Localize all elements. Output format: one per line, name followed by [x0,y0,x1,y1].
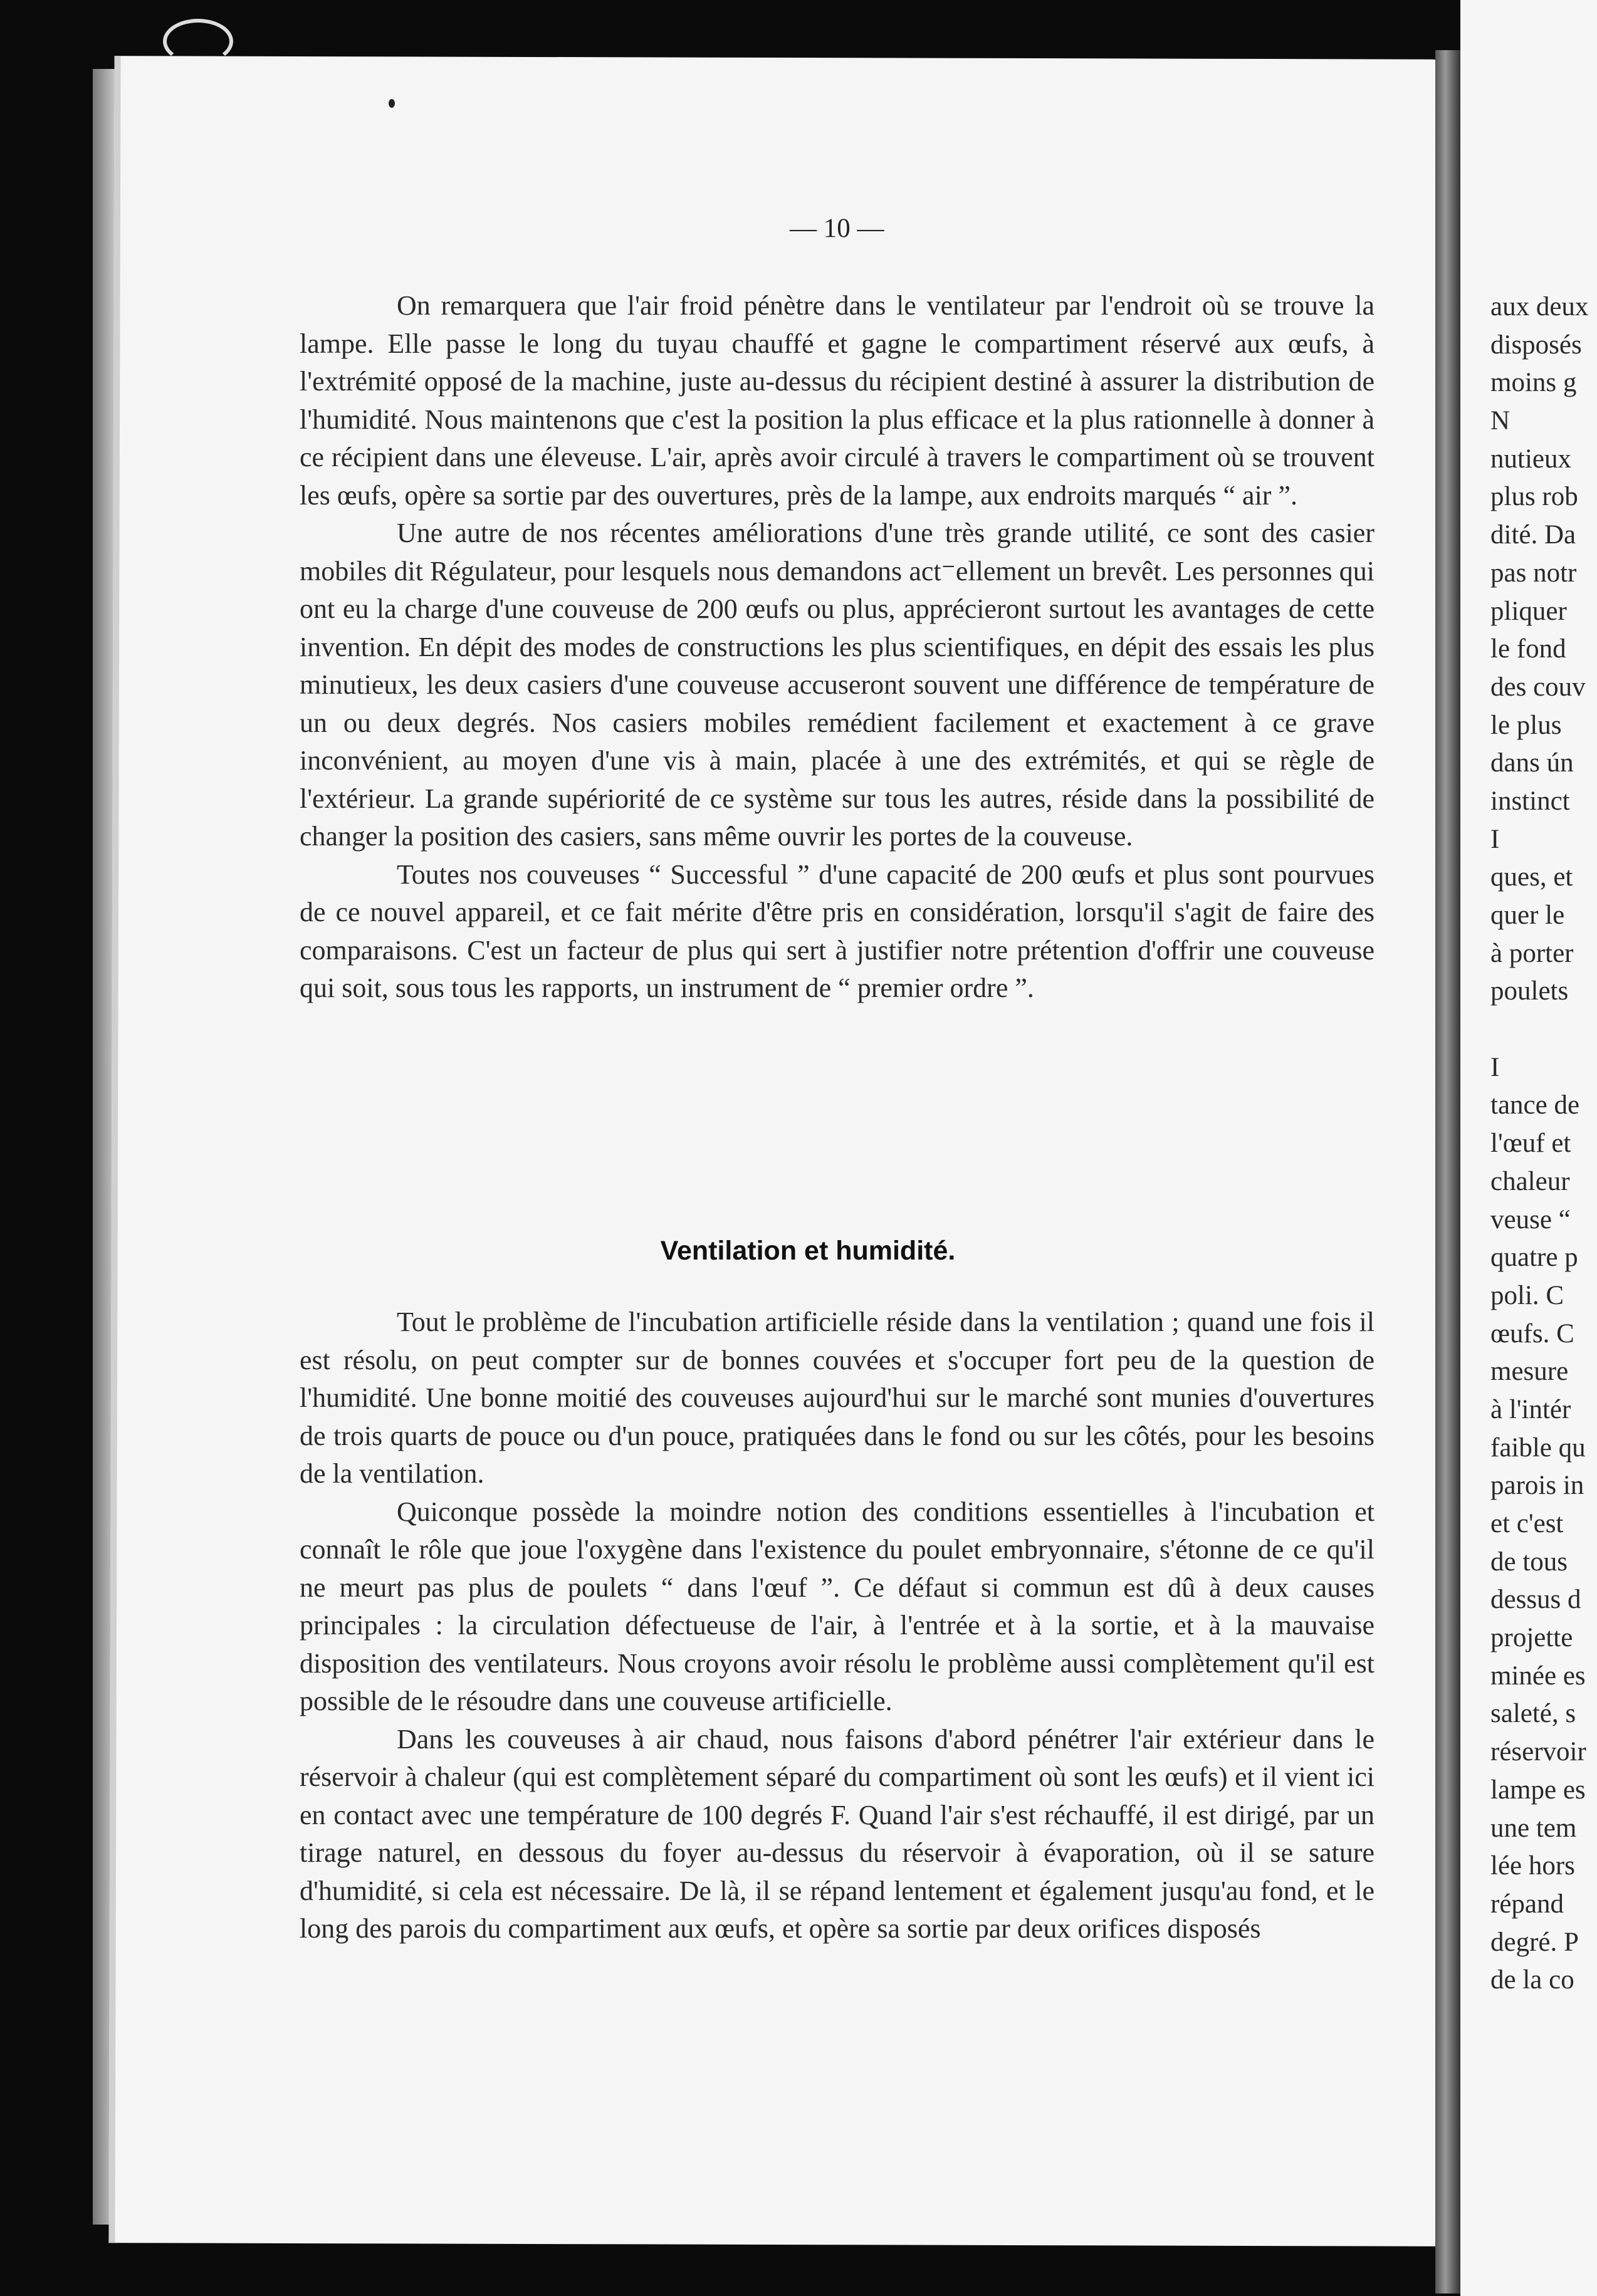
right-page-line: et c'est [1490,1509,1564,1538]
right-page-line: répand [1490,1889,1564,1919]
right-page-line: saleté, s [1490,1699,1576,1729]
page-gutter [1435,50,1460,2293]
right-page-text [1490,288,1597,2000]
right-page-line: dité. Da [1490,520,1576,550]
right-page-line: I [1490,824,1500,854]
right-page-line: réservoir [1490,1737,1586,1767]
right-page-line: N [1490,406,1511,436]
right-page-line [1490,1011,1597,1049]
right-page-line: veuse “ [1490,1204,1571,1234]
right-page-line: à porter [1490,938,1574,968]
right-page-line: quatre p [1490,1243,1578,1273]
right-page-line: des couv [1490,672,1586,702]
right-page-line: disposés [1490,330,1582,360]
right-page-line: de tous [1490,1547,1568,1577]
right-page-line: lampe es [1490,1775,1586,1805]
right-page-line: chaleur [1490,1166,1570,1196]
right-page-line: l'œuf et [1490,1129,1571,1159]
right-page-line: une tem [1490,1813,1577,1843]
right-page-line: plus rob [1490,482,1578,512]
paragraph: Tout le problème de l'incubation artificielle réside dans la ventilation ; quand une fois il est résolu, on peut compter sur de bonnes couvées et s'occuper fort peu de la question de l'humidité. Une bonne moitié des couveuses aujourd'hui sur le marché sont munies d'ouvertures de trois quarts de pouce ou d'un pouce, pratiquées dans le fond ou sur les côtés, pour les besoins de la ventilation. [300,1307,1374,1489]
right-page-line: tance de [1490,1090,1580,1120]
right-page-line: parois in [1490,1471,1584,1501]
right-page-line: lée hors [1490,1851,1575,1881]
right-page-line: pliquer [1490,596,1567,626]
paragraph: On remarquera que l'air froid pénètre dans le ventilateur par l'endroit où se trouve la lampe. Elle passe le long du tuyau chauffé et gagne le compartiment réservé aux œufs, à l'extrémité opposé de la machine, juste au-dessus du récipient destiné à assurer la distribution de l'humidité. Nous maintenons que c'est la position la plus efficace et la plus rationnelle à donner à ce récipient dans une éleveuse. L'air, après avoir circulé à travers le compartiment où se trouvent les œufs, opère sa sortie par des ouvertures, près de la lampe, aux endroits marqués “ air ”. [300,290,1374,511]
right-page-line: faible qu [1490,1432,1586,1463]
text-block-1 [300,287,1374,1008]
right-page-line: moins g [1490,368,1577,398]
right-page-line: le fond [1490,634,1566,664]
right-page-line: le plus [1490,710,1562,740]
right-page-line: dessus d [1490,1585,1581,1615]
right-page-line: poulets [1490,976,1569,1006]
paragraph: Une autre de nos récentes améliorations d'une très grande utilité, ce sont des casier mobiles dit Régulateur, pour lesquels nous demandons act⁻ellement un brevêt. Les personnes qui ont eu la charge d'une couveuse de 200 œufs ou plus, apprécieront surtout les avantages de cette invention. En dépit des modes de constructions les plus scientifiques, en dépit des essais les plus minutieux, les deux casiers d'une couveuse accuseront souvent une différence de température de un ou deux degrés. Nos casiers mobiles remédient facilement et exactement à ce grave inconvénient, au moyen d'une vis à main, placée à une des extrémités, et qui se règle de l'extérieur. La grande supériorité de ce système sur tous les autres, réside dans la possibilité de changer la position des casiers, sans même ouvrir les portes de la couveuse. [300,518,1374,852]
right-page-line: mesure [1490,1357,1569,1387]
right-page-line: I [1490,1052,1500,1082]
right-page-line: minée es [1490,1661,1586,1691]
right-page-line: dans ún [1490,748,1574,778]
paragraph: Dans les couveuses à air chaud, nous faisons d'abord pénétrer l'air extérieur dans le réservoir à chaleur (qui est complètement séparé du compartiment où sont les œufs) et il vient ici en contact avec une température de 100 degrés F. Quand l'air s'est réchauffé, il est dirigé, par un tirage naturel, en dessous du foyer au-dessus du réservoir à évaporation, où il se sature d'humidité, si cela est nécessaire. De là, il se répand lentement et également jusqu'au fond, et le long des parois du compartiment aux œufs, et opère sa sortie par deux orifices disposés [300,1723,1374,1944]
right-page-line: à l'intér [1490,1394,1571,1424]
ink-speck [389,99,395,108]
section-heading: Ventilation et humidité. [660,1236,956,1266]
right-page-line: de la co [1490,1965,1574,1995]
right-page-line: projette [1490,1623,1573,1653]
page-number: — 10 — [790,214,884,243]
right-page-line: poli. C [1490,1280,1564,1310]
text-block-2 [300,1303,1374,1948]
right-page-line: quer le [1490,900,1565,930]
right-page-line: pas notr [1490,558,1577,588]
right-page-line: instinct [1490,786,1570,816]
right-page-line: ques, et [1490,862,1573,892]
paragraph: Quiconque possède la moindre notion des conditions essentielles à l'incubation et connaît le rôle que joue l'oxygène dans l'existence du poulet embryonnaire, s'étonne de ce qu'il ne meurt pas plus de poulets “ dans l'œuf ”. Ce défaut si commun est dû à deux causes principales : la circulation défectueuse de l'air, à l'entrée et à la sortie, et à la mauvaise disposition des ventilateurs. Nous croyons avoir résolu le problème aussi complètement qu'il est possible de le résoudre dans une couveuse artificielle. [300,1496,1374,1716]
paragraph: Toutes nos couveuses “ Successful ” d'une capacité de 200 œufs et plus sont pourvues de ce nouvel appareil, et ce fait mérite d'être pris en considération, lorsqu'il s'agit de faire des comparaisons. C'est un facteur de plus qui sert à justifier notre prétention d'offrir une couveuse qui soit, sous tous les rapports, un instrument de “ premier ordre ”. [300,858,1374,1003]
right-page-line: degré. P [1490,1927,1579,1957]
right-page-line: œufs. C [1490,1318,1574,1349]
right-page-line: aux deux [1490,292,1589,321]
right-page-line: nutieux [1490,444,1571,474]
